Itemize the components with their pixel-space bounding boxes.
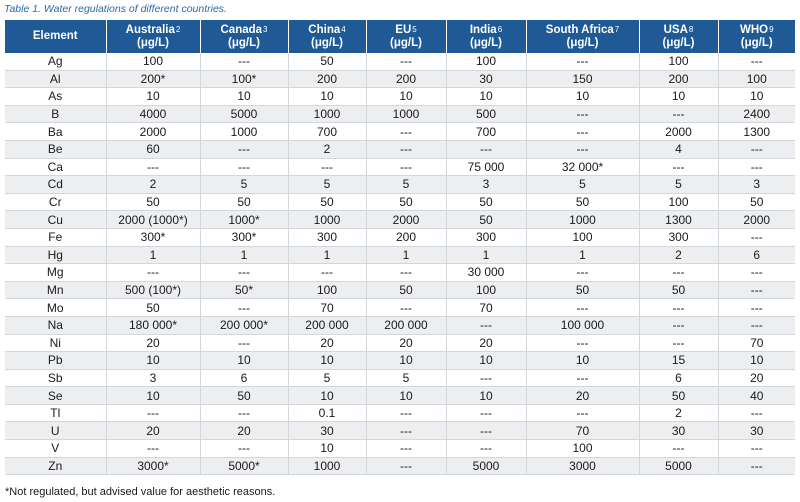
- limit-value-cell: ---: [446, 316, 526, 334]
- table-header: [5, 20, 795, 53]
- column-header-unit: (μg/L): [566, 36, 599, 49]
- limit-value-cell: 6: [200, 369, 288, 387]
- limit-value-cell: 10: [366, 352, 446, 370]
- limit-value-cell: 6: [718, 246, 795, 264]
- limit-value-cell: 50: [446, 211, 526, 229]
- limit-value-cell: 50: [526, 281, 639, 299]
- limit-value-cell: 200 000*: [200, 316, 288, 334]
- limit-value-cell: ---: [526, 53, 639, 70]
- limit-value-cell: 300*: [106, 228, 200, 246]
- limit-value-cell: ---: [446, 369, 526, 387]
- limit-value-cell: ---: [526, 299, 639, 317]
- limit-value-cell: 30: [718, 422, 795, 440]
- limit-value-cell: ---: [106, 158, 200, 176]
- limit-value-cell: 1: [200, 246, 288, 264]
- limit-value-cell: ---: [200, 53, 288, 70]
- element-cell: Se: [5, 387, 106, 405]
- limit-value-cell: 1: [106, 246, 200, 264]
- limit-value-cell: 5000*: [200, 457, 288, 475]
- limit-value-cell: 10: [718, 352, 795, 370]
- limit-value-cell: 70: [446, 299, 526, 317]
- limit-value-cell: 50: [200, 387, 288, 405]
- limit-value-cell: ---: [639, 299, 718, 317]
- limit-value-cell: ---: [718, 316, 795, 334]
- column-header-unit: (μg/L): [740, 36, 773, 49]
- element-cell: Fe: [5, 228, 106, 246]
- limit-value-cell: 32 000*: [526, 158, 639, 176]
- limit-value-cell: 100: [526, 440, 639, 458]
- limit-value-cell: 60: [106, 140, 200, 158]
- limit-value-cell: ---: [639, 158, 718, 176]
- column-header-name: India: [469, 23, 497, 36]
- limit-value-cell: 100: [718, 70, 795, 88]
- limit-value-cell: 10: [288, 387, 366, 405]
- limit-value-cell: ---: [366, 404, 446, 422]
- limit-value-cell: 20: [288, 334, 366, 352]
- limit-value-cell: 50: [718, 193, 795, 211]
- limit-value-cell: 50*: [200, 281, 288, 299]
- reference-superscript: 6: [497, 24, 503, 34]
- table-row: [5, 281, 795, 299]
- limit-value-cell: ---: [366, 140, 446, 158]
- element-cell: V: [5, 440, 106, 458]
- header-row: [5, 20, 795, 53]
- limit-value-cell: ---: [718, 440, 795, 458]
- limit-value-cell: 180 000*: [106, 316, 200, 334]
- reference-superscript: 8: [688, 24, 694, 34]
- limit-value-cell: 20: [366, 334, 446, 352]
- limit-value-cell: 100: [639, 193, 718, 211]
- table-row: [5, 316, 795, 334]
- limit-value-cell: 1000: [526, 211, 639, 229]
- limit-value-cell: 20: [106, 334, 200, 352]
- limit-value-cell: 10: [288, 352, 366, 370]
- table-row: [5, 369, 795, 387]
- limit-value-cell: ---: [366, 264, 446, 282]
- limit-value-cell: ---: [718, 299, 795, 317]
- table-row: [5, 193, 795, 211]
- limit-value-cell: 100: [106, 53, 200, 70]
- reference-superscript: 5: [412, 24, 417, 34]
- limit-value-cell: 20: [106, 422, 200, 440]
- column-header-unit: (μg/L): [662, 36, 695, 49]
- limit-value-cell: 2000: [639, 123, 718, 141]
- limit-value-cell: ---: [288, 158, 366, 176]
- limit-value-cell: 150: [526, 70, 639, 88]
- element-cell: Al: [5, 70, 106, 88]
- limit-value-cell: ---: [639, 264, 718, 282]
- limit-value-cell: 5: [288, 369, 366, 387]
- element-cell: U: [5, 422, 106, 440]
- element-cell: Cr: [5, 193, 106, 211]
- limit-value-cell: 1300: [639, 211, 718, 229]
- table-body: [5, 53, 795, 475]
- limit-value-cell: 10: [288, 440, 366, 458]
- limit-value-cell: 5000: [446, 457, 526, 475]
- limit-value-cell: 5000: [639, 457, 718, 475]
- table-row: [5, 387, 795, 405]
- column-header-name: EU: [395, 23, 412, 36]
- reference-superscript: 9: [769, 24, 774, 34]
- limit-value-cell: 6: [639, 369, 718, 387]
- limit-value-cell: ---: [718, 228, 795, 246]
- column-header-name: China: [308, 23, 341, 36]
- table-row: [5, 176, 795, 194]
- limit-value-cell: 1: [288, 246, 366, 264]
- limit-value-cell: ---: [366, 299, 446, 317]
- table-row: [5, 457, 795, 475]
- limit-value-cell: 200: [639, 70, 718, 88]
- limit-value-cell: 1000: [288, 211, 366, 229]
- limit-value-cell: 300: [639, 228, 718, 246]
- element-cell: Ag: [5, 53, 106, 70]
- table-row: [5, 211, 795, 229]
- limit-value-cell: ---: [639, 334, 718, 352]
- element-cell: Sb: [5, 369, 106, 387]
- limit-value-cell: 40: [718, 387, 795, 405]
- element-cell: Be: [5, 140, 106, 158]
- limit-value-cell: ---: [200, 264, 288, 282]
- limit-value-cell: ---: [446, 140, 526, 158]
- limit-value-cell: 50: [106, 193, 200, 211]
- limit-value-cell: 1: [366, 246, 446, 264]
- limit-value-cell: 10: [718, 88, 795, 106]
- limit-value-cell: 20: [446, 334, 526, 352]
- limit-value-cell: ---: [200, 158, 288, 176]
- limit-value-cell: 5: [526, 176, 639, 194]
- column-header-unit: (μg/L): [470, 36, 502, 49]
- limit-value-cell: ---: [526, 123, 639, 141]
- limit-value-cell: ---: [200, 404, 288, 422]
- limit-value-cell: ---: [200, 440, 288, 458]
- limit-value-cell: ---: [366, 158, 446, 176]
- limit-value-cell: 10: [639, 88, 718, 106]
- element-cell: Na: [5, 316, 106, 334]
- element-cell: Mo: [5, 299, 106, 317]
- limit-value-cell: 5: [366, 176, 446, 194]
- limit-value-cell: 50: [366, 281, 446, 299]
- limit-value-cell: 200: [366, 70, 446, 88]
- table-row: [5, 264, 795, 282]
- limit-value-cell: 10: [200, 88, 288, 106]
- limit-value-cell: 10: [526, 352, 639, 370]
- limit-value-cell: ---: [366, 457, 446, 475]
- limit-value-cell: ---: [200, 140, 288, 158]
- limit-value-cell: 50: [288, 193, 366, 211]
- limit-value-cell: ---: [366, 53, 446, 70]
- column-header-unit: (μg/L): [137, 36, 169, 49]
- limit-value-cell: 2400: [718, 105, 795, 123]
- limit-value-cell: 30: [639, 422, 718, 440]
- limit-value-cell: 3: [718, 176, 795, 194]
- element-cell: As: [5, 88, 106, 106]
- limit-value-cell: ---: [526, 369, 639, 387]
- limit-value-cell: 5: [200, 176, 288, 194]
- column-header-6: [526, 20, 639, 53]
- element-cell: Mn: [5, 281, 106, 299]
- table-row: [5, 228, 795, 246]
- limit-value-cell: 1000: [288, 457, 366, 475]
- limit-value-cell: ---: [106, 440, 200, 458]
- limit-value-cell: 4000: [106, 105, 200, 123]
- limit-value-cell: 10: [446, 387, 526, 405]
- limit-value-cell: 100 000: [526, 316, 639, 334]
- column-header-name: Australia: [125, 23, 175, 36]
- limit-value-cell: 10: [106, 88, 200, 106]
- limit-value-cell: 70: [718, 334, 795, 352]
- limit-value-cell: ---: [718, 457, 795, 475]
- limit-value-cell: 10: [366, 387, 446, 405]
- limit-value-cell: 3: [106, 369, 200, 387]
- limit-value-cell: 50: [446, 193, 526, 211]
- limit-value-cell: 50: [526, 193, 639, 211]
- limit-value-cell: ---: [446, 404, 526, 422]
- limit-value-cell: 10: [446, 352, 526, 370]
- limit-value-cell: 5: [288, 176, 366, 194]
- column-header-8: [718, 20, 795, 53]
- limit-value-cell: 2: [639, 404, 718, 422]
- limit-value-cell: 500 (100*): [106, 281, 200, 299]
- limit-value-cell: 10: [106, 352, 200, 370]
- limit-value-cell: 200: [366, 228, 446, 246]
- limit-value-cell: 10: [106, 387, 200, 405]
- limit-value-cell: 100*: [200, 70, 288, 88]
- limit-value-cell: ---: [366, 123, 446, 141]
- water-regulations-table: [5, 20, 795, 475]
- column-header-5: [446, 20, 526, 53]
- element-cell: Cu: [5, 211, 106, 229]
- limit-value-cell: ---: [718, 264, 795, 282]
- limit-value-cell: 20: [200, 422, 288, 440]
- limit-value-cell: ---: [200, 334, 288, 352]
- limit-value-cell: 75 000: [446, 158, 526, 176]
- limit-value-cell: 1: [526, 246, 639, 264]
- limit-value-cell: 100: [446, 53, 526, 70]
- table-caption: Table 1. Water regulations of different countries.: [4, 3, 227, 15]
- limit-value-cell: ---: [718, 404, 795, 422]
- limit-value-cell: 1000: [366, 105, 446, 123]
- limit-value-cell: 70: [288, 299, 366, 317]
- limit-value-cell: 10: [526, 88, 639, 106]
- limit-value-cell: 2: [639, 246, 718, 264]
- limit-value-cell: 0.1: [288, 404, 366, 422]
- column-header-name: Canada: [220, 23, 263, 36]
- table-row: [5, 140, 795, 158]
- reference-superscript: 4: [341, 24, 346, 34]
- limit-value-cell: 2000: [106, 123, 200, 141]
- limit-value-cell: 300*: [200, 228, 288, 246]
- table-footnote: *Not regulated, but advised value for aesthetic reasons.: [5, 486, 276, 498]
- limit-value-cell: ---: [639, 440, 718, 458]
- limit-value-cell: ---: [526, 140, 639, 158]
- limit-value-cell: ---: [366, 422, 446, 440]
- limit-value-cell: 200 000: [366, 316, 446, 334]
- limit-value-cell: ---: [446, 422, 526, 440]
- table-row: [5, 352, 795, 370]
- element-cell: Ni: [5, 334, 106, 352]
- limit-value-cell: 300: [288, 228, 366, 246]
- limit-value-cell: 1000: [200, 123, 288, 141]
- limit-value-cell: 30: [288, 422, 366, 440]
- limit-value-cell: 15: [639, 352, 718, 370]
- table-row: [5, 334, 795, 352]
- element-cell: Ba: [5, 123, 106, 141]
- limit-value-cell: 700: [446, 123, 526, 141]
- limit-value-cell: 2: [106, 176, 200, 194]
- limit-value-cell: 4: [639, 140, 718, 158]
- limit-value-cell: 200: [288, 70, 366, 88]
- table-row: [5, 158, 795, 176]
- limit-value-cell: ---: [718, 140, 795, 158]
- limit-value-cell: 3: [446, 176, 526, 194]
- limit-value-cell: 30: [446, 70, 526, 88]
- column-header-name: South Africa: [545, 23, 614, 36]
- limit-value-cell: 500: [446, 105, 526, 123]
- limit-value-cell: 700: [288, 123, 366, 141]
- limit-value-cell: ---: [718, 53, 795, 70]
- column-header-unit: (μg/L): [228, 36, 260, 49]
- column-header-name: USA: [663, 23, 688, 36]
- limit-value-cell: 50: [366, 193, 446, 211]
- limit-value-cell: ---: [106, 264, 200, 282]
- limit-value-cell: 100: [288, 281, 366, 299]
- limit-value-cell: ---: [200, 299, 288, 317]
- limit-value-cell: ---: [639, 105, 718, 123]
- table-row: [5, 299, 795, 317]
- element-cell: Hg: [5, 246, 106, 264]
- limit-value-cell: ---: [526, 264, 639, 282]
- table-row: [5, 123, 795, 141]
- limit-value-cell: 50: [200, 193, 288, 211]
- element-cell: Cd: [5, 176, 106, 194]
- reference-superscript: 2: [175, 24, 181, 34]
- column-header-name: WHO: [739, 23, 769, 36]
- limit-value-cell: 50: [288, 53, 366, 70]
- limit-value-cell: 100: [639, 53, 718, 70]
- limit-value-cell: ---: [639, 316, 718, 334]
- column-header-unit: (μg/L): [311, 36, 343, 49]
- limit-value-cell: 50: [106, 299, 200, 317]
- limit-value-cell: 100: [526, 228, 639, 246]
- limit-value-cell: 3000: [526, 457, 639, 475]
- reference-superscript: 7: [614, 24, 620, 34]
- column-header-1: [106, 20, 200, 53]
- element-cell: Tl: [5, 404, 106, 422]
- column-header-4: [366, 20, 446, 53]
- element-cell: Pb: [5, 352, 106, 370]
- limit-value-cell: 50: [639, 281, 718, 299]
- table-row: [5, 70, 795, 88]
- column-header-name: Element: [32, 30, 78, 42]
- limit-value-cell: 3000*: [106, 457, 200, 475]
- column-header-3: [288, 20, 366, 53]
- limit-value-cell: 200*: [106, 70, 200, 88]
- table-row: [5, 440, 795, 458]
- limit-value-cell: 70: [526, 422, 639, 440]
- limit-value-cell: 1000: [288, 105, 366, 123]
- limit-value-cell: 2: [288, 140, 366, 158]
- limit-value-cell: ---: [288, 264, 366, 282]
- column-header-7: [639, 20, 718, 53]
- limit-value-cell: 300: [446, 228, 526, 246]
- table-row: [5, 88, 795, 106]
- limit-value-cell: 20: [526, 387, 639, 405]
- limit-value-cell: 100: [446, 281, 526, 299]
- limit-value-cell: 10: [446, 88, 526, 106]
- table-row: [5, 53, 795, 70]
- table-row: [5, 105, 795, 123]
- table-row: [5, 404, 795, 422]
- table-row: [5, 246, 795, 264]
- element-cell: B: [5, 105, 106, 123]
- element-cell: Mg: [5, 264, 106, 282]
- limit-value-cell: ---: [526, 334, 639, 352]
- limit-value-cell: ---: [718, 158, 795, 176]
- limit-value-cell: 5: [639, 176, 718, 194]
- limit-value-cell: 1: [446, 246, 526, 264]
- column-header-0: [5, 20, 106, 53]
- column-header-unit: (μg/L): [390, 36, 422, 49]
- limit-value-cell: ---: [106, 404, 200, 422]
- limit-value-cell: ---: [446, 440, 526, 458]
- element-cell: Zn: [5, 457, 106, 475]
- limit-value-cell: 50: [639, 387, 718, 405]
- limit-value-cell: 1000*: [200, 211, 288, 229]
- limit-value-cell: 10: [366, 88, 446, 106]
- limit-value-cell: 2000 (1000*): [106, 211, 200, 229]
- reference-superscript: 3: [263, 24, 268, 34]
- limit-value-cell: 2000: [718, 211, 795, 229]
- limit-value-cell: ---: [366, 440, 446, 458]
- limit-value-cell: 10: [288, 88, 366, 106]
- table-row: [5, 422, 795, 440]
- limit-value-cell: 1300: [718, 123, 795, 141]
- limit-value-cell: 5000: [200, 105, 288, 123]
- limit-value-cell: ---: [526, 404, 639, 422]
- column-header-2: [200, 20, 288, 53]
- limit-value-cell: 200 000: [288, 316, 366, 334]
- limit-value-cell: 2000: [366, 211, 446, 229]
- limit-value-cell: 30 000: [446, 264, 526, 282]
- element-cell: Ca: [5, 158, 106, 176]
- limit-value-cell: ---: [526, 105, 639, 123]
- limit-value-cell: ---: [718, 281, 795, 299]
- limit-value-cell: 5: [366, 369, 446, 387]
- limit-value-cell: 20: [718, 369, 795, 387]
- limit-value-cell: 10: [200, 352, 288, 370]
